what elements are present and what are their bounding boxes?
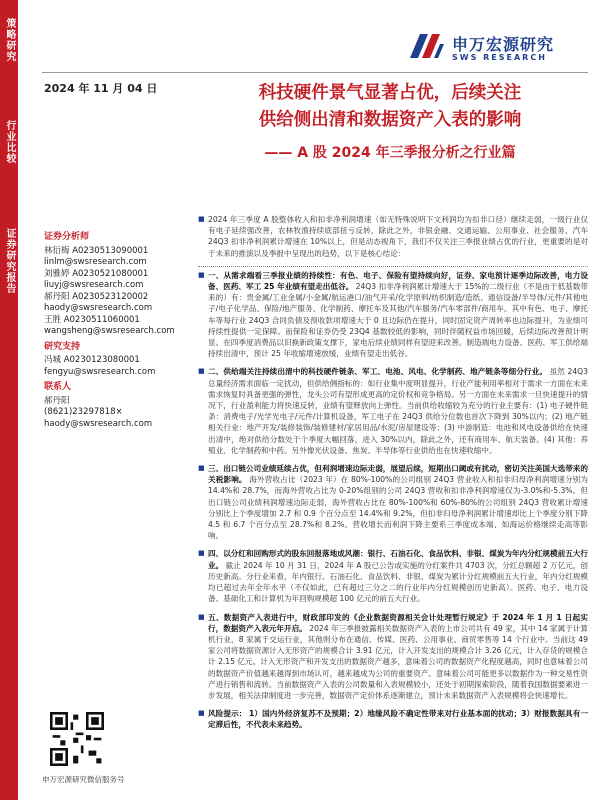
sidebar-strip (0, 0, 18, 800)
analyst-panel (44, 232, 194, 430)
finding-4-text: 截止 2024 年 10 月 31 日，2024 年 A 股已公告或实施的分红案件共 4703 次，分红总额超 2 万亿元，创历史新高。分行业来看，年内银行、石油石化、食品饮料、非银、煤炭为累计分红规模前五大行业，年内分红规模均已超过去年全年水平（不仅如此，已有超过三分之二的行业年内分红规模创历史新高）。医药、电子、电力设备、基础化工和计算机为年回购规模超 100 亿元的前五大行业。 (208, 560, 588, 604)
analyst-line: 郝丹阳 A0230523120002 (44, 291, 149, 302)
finding-1 (198, 270, 588, 360)
contact-email[interactable]: haody@swsresearch.com (44, 418, 153, 429)
finding-4 (198, 548, 588, 604)
finding-4-lead: 四、以分红和回购形式的股东回报落地成风潮：银行、石油石化、食品饮料、非银、煤炭为年内分红规模前五大行业。 (208, 549, 588, 570)
finding-1-text: 24Q3 扣非净利润累计增速大于 15%的二级行业（不是由于低基数带来的）有：贵金属/工业金属/小金属/航运港口/油气开采/化学原料/纺织制造/造纸、通信设备/半导体/元件/其他电子/电子化学品、保险/地产服务、化学制药、摩托车及其他/汽车服务/汽车零部件/商用车。其中有色、电子、摩托车等每行业 24Q3 合同负债及预收款项增速大于 0 且边际仍在提升，同时固定资产周转率也边际提升，为业绩可持续性提供一定保障。而保险和证券仍受 23Q4 基数较低的影响，同时伴随权益市场回暖，后续边际改善预计明显。在四季度消费品以旧换新政策支撑下，家电后续业绩同样有望迎来改善。制造端电力设备、医药、军工供给端持续出清中，预计 25 年收缩增速放缓，业绩有望走出低谷。 (208, 282, 588, 359)
analyst-email[interactable]: haody@swsresearch.com (44, 303, 153, 313)
finding-3-text: 海外营收占比（2023 年）在 80%-100%的公司组别 24Q3 营业收入和扣非归母净利润增速分别为 14.4%和 28.7%，而海外营收占比为 0-20%组别的公司 24Q3 营收和扣非净利润增速仅为-3.0%和-5.3%。但出口链公司业绩利润增速边际走弱，海外营收占比在 80%-100%和 60%-80%的公司组别 24Q3 营收累计增速分别比上个季度增加 2.7 和 0.9 个百分点至 14.4%和 9.2%，但扣非归母净利润累计增速却比上个季度分别下降 4.5 和 6.7 个百分点至 28.7%和 8.2%。营收增长而利润下降主要系三季度成本端、如海运价格继续走高等影响。 (208, 475, 589, 541)
title-line-1: 科技硬件景气显著占优，后续关注 (258, 83, 522, 103)
contact-header: 联系人 (44, 382, 72, 392)
wechat-caption: 申万宏源研究微信服务号 (42, 775, 125, 784)
finding-5-lead: 五、数据资产入表进行中，财政部印发的《企业数据资源相关会计处理暂行规定》于 2024 年 1 月 1 日起实行，数据资产入表元年开启。 (208, 612, 588, 633)
report-date: 2024 年 11 月 04 日 (44, 82, 158, 95)
sidebar-label-industry: 行业比较 (4, 120, 15, 164)
analyst-line: 王胜 A0230511060001 (44, 314, 140, 325)
finding-2-text: 虽然 24Q3 总量经济需求面临一定扰动，但供给侧指标的：如行业集中度明显提升，行业产能利用率相对于需求一方面在未来需求恢复时具备更强的弹性，龙头公司有望形成更高的定价权和竞争格局。另一方面在未来需求一旦快速提升的情况下，行业盈利能力将快速反转，业绩有望释放向上弹性。当前供给收缩较为充分的行业主要有：(1) 电子硬件链条：消费电子/光学光电子/元件/计算机设备，军工电子在 24Q3 供给分位数也首次下降到 30%以内；(2) 地产链相关行业：地产开发/装修装饰/装修建材/家居用品/水泥/房屋建设等；(3) 中游制造：电池和风电设备供给在快速出清中，绝对供给分数处于个季度大幅回落，进入 30%以内，除此之外，还有商用车、航天装备。(4) 其他：养殖业、化学制药和中药。另外像光伏设备、焦炭、半导体等行业供给也在快速收缩中。 (208, 367, 588, 455)
header-divider (42, 72, 588, 73)
risk-lead: 风险提示： (208, 709, 247, 719)
finding-2 (198, 366, 588, 456)
support-line: 冯城 A0230123080001 (44, 355, 140, 365)
contact-name: 郝丹阳 (44, 395, 70, 406)
analyst-email[interactable]: wangsheng@swsresearch.com (44, 326, 175, 336)
finding-3 (198, 463, 588, 541)
finding-1-lead: 一、从需求端看三季报业绩的持续性：有色、电子、保险有望持续向好，证券、家电预计逐季边际改善，电力设备、医药、军工 25 年业绩有望走出低谷。 (208, 270, 588, 292)
summary-paragraph: ■ 2024 年三季度 A 股整体收入和扣非净利润增速（如无特殊说明下文利润均为扣非口径）继续走弱，一级行业仅有电子延续强改善，农林牧渔持续底部扭亏反转，除此之外，非银金融、交通运输、公用事业、社会服务、汽车 24Q3 扣非净利润累计增速在 10%以上，但是动态视角下，我们不仅关注三季报业绩占优的行业，更重要的是对于未来的推演以及季报中呈现出的趋势，以下是核心结论： (198, 214, 588, 259)
contact-phone: (8621)23297818× (44, 407, 123, 417)
logo-mark-icon (408, 30, 446, 60)
finding-3-lead: 三、出口链公司业绩延续占优，但利润增速边际走弱，展望后续，短期出口阈或有扰动，密切关注美国大选带来的关税影响。 (208, 464, 588, 485)
research-support-header: 研究支持 (44, 341, 81, 352)
finding-5 (198, 612, 588, 702)
qr-code-icon (50, 712, 104, 766)
report-body (198, 214, 588, 738)
logo-english-name: SWS RESEARCH (452, 53, 547, 62)
support-email[interactable]: fengyu@swsresearch.com (44, 366, 156, 377)
analyst-line: 林衍梅 A0230513090001 (44, 245, 149, 256)
finding-2-lead: 二、供给端关注持续出清中的科技硬件链条、军工、电池、风电、化学制药、地产链条等细分行业。 (208, 367, 548, 377)
analyst-email[interactable]: liuyj@swsresearch.com (44, 280, 144, 290)
analyst-header: 证券分析师 (44, 232, 90, 242)
analyst-line: 刘雅婷 A0230521080001 (44, 268, 149, 279)
report-subtitle: —— A 股 2024 年三季报分析之行业篇 (264, 145, 516, 161)
sidebar-label-strategy: 策略研究 (4, 18, 15, 62)
risk-text: 1）国内外经济复苏不及预期；2）地缘风险不确定性带来对行业基本面的扰动；3）财报数据具有一定滞后性，不代表未来趋势。 (208, 709, 588, 730)
sidebar-label-report-type: 证券研究报告 (4, 228, 15, 294)
report-title (190, 80, 590, 134)
findings-section (198, 266, 588, 731)
finding-5-text: 2024 年三季报披露相关数据资产入表的上市公司共有 49 家，其中 14 家属于计算机行业，8 家属于交运行业，其他则分布在通信、传媒、医药、公用事业、商贸零售等 14 个行业中。当前这 49 家公司将数据资源计入无形资产的规模合计 3.91 亿元，计入开发支出的规模合计 3.26 亿元，计入存货的规模合计 2.15 亿元。计入无形资产和开发支出的数据资产越多，意味着公司的数据资产化程度越高，同时也意味着公司的数据资产价值越来越得到市场认可，越来越成为公司的重要资产。意味着公司可能更多以数据作为一种交易性资产进行销售和流转。当前数据资产入表的公司数量和入表规模较小，还处于初期探索阶段，随着我国数据要素进一步发展，相关法律制度进一步完善，数据资产定价体系逐渐建立，预计未来数据资产入表规模将会快速增长。 (208, 623, 588, 700)
analyst-email[interactable]: linlm@swsresearch.com (44, 257, 147, 267)
logo-chinese-name: 申万宏源研究 (452, 35, 555, 54)
risk-warning (198, 708, 588, 730)
company-logo (408, 26, 588, 66)
title-line-2: 供给侧出清和数据资产入表的影响 (258, 110, 522, 130)
